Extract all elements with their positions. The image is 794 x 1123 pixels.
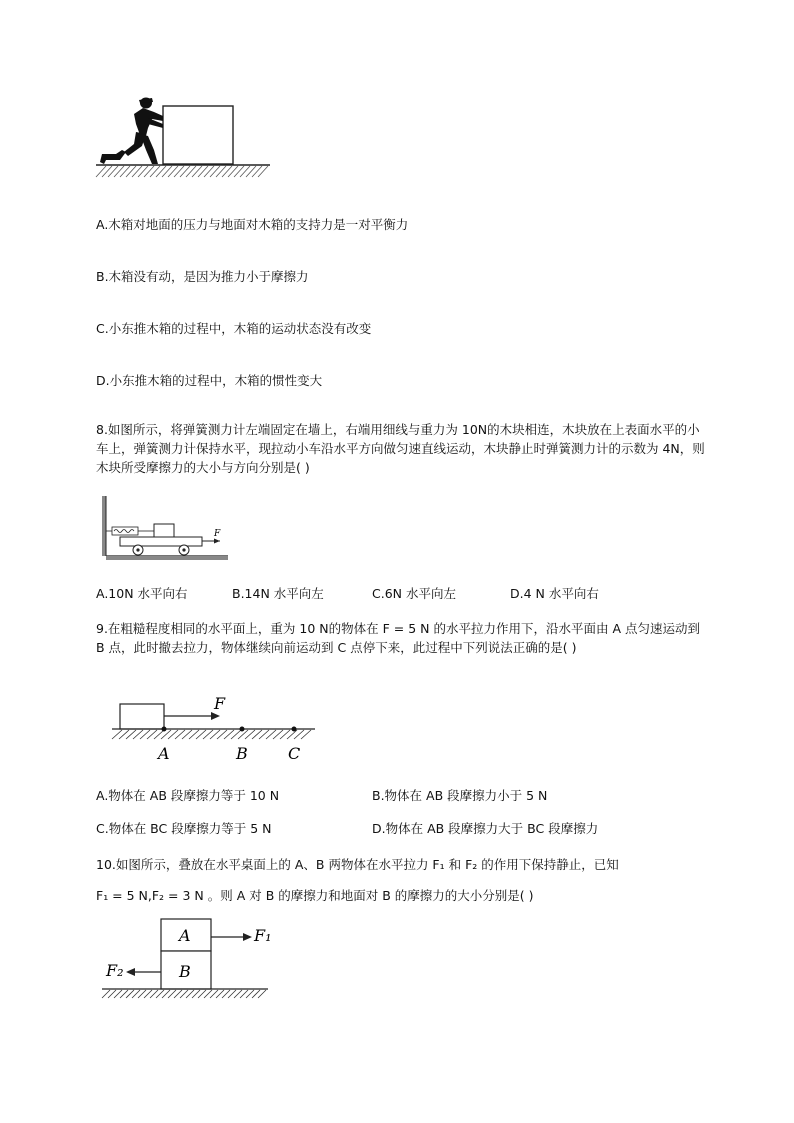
q7-option-a: A.木箱对地面的压力与地面对木箱的支持力是一对平衡力 bbox=[96, 217, 409, 232]
stacked-blocks-figure bbox=[100, 915, 272, 1001]
point-a-marker bbox=[162, 727, 167, 732]
q10-question-line2: F₁ = 5 N,F₂ = 3 N 。则 A 对 B 的摩擦力和地面对 B 的摩擦力的大小分别是( ) bbox=[96, 888, 534, 903]
wall bbox=[102, 496, 106, 556]
wooden-box bbox=[163, 106, 233, 164]
tabletop-hatch bbox=[102, 990, 266, 998]
cart-body bbox=[120, 537, 202, 546]
point-a-label: A bbox=[158, 744, 170, 763]
q8-option-a: A.10N 水平向右 bbox=[96, 586, 188, 601]
spring-scale bbox=[112, 527, 138, 535]
spring-scale-cart-figure bbox=[98, 494, 232, 564]
q8-option-c: C.6N 水平向左 bbox=[372, 586, 456, 601]
point-c-marker bbox=[292, 727, 297, 732]
wooden-block bbox=[154, 524, 174, 537]
force-label-f: F bbox=[214, 694, 226, 713]
q7-option-c: C.小东推木箱的过程中，木箱的运动状态没有改变 bbox=[96, 321, 372, 336]
person-pushing-silhouette bbox=[100, 98, 163, 165]
abc-surface-figure bbox=[110, 695, 320, 767]
q9-option-b: B.物体在 AB 段摩擦力小于 5 N bbox=[372, 788, 548, 803]
q10-question-line1: 10.如图所示，叠放在水平桌面上的 A、B 两物体在水平拉力 F₁ 和 F₂ 的作用下保持静止，已知 bbox=[96, 857, 619, 872]
force-label-f: F bbox=[214, 529, 221, 539]
q9-option-c: C.物体在 BC 段摩擦力等于 5 N bbox=[96, 821, 272, 836]
q8-option-d: D.4 N 水平向右 bbox=[510, 586, 599, 601]
force-f2-label: F₂ bbox=[106, 961, 124, 980]
q8-option-b: B.14N 水平向左 bbox=[232, 586, 324, 601]
q9-option-a: A.物体在 AB 段摩擦力等于 10 N bbox=[96, 788, 280, 803]
force-f1-label: F₁ bbox=[254, 926, 272, 945]
surface-hatch bbox=[112, 730, 311, 739]
point-b-label: B bbox=[236, 744, 248, 763]
block-a-label: A bbox=[179, 926, 191, 945]
q9-question: 9.在粗糙程度相同的水平面上，重为 10 N的物体在 F = 5 N 的水平拉力作用下，沿水平面由 A 点匀速运动到 B 点，此时撤去拉力，物体继续向前运动到 C 点停下来，此过程中下列说法正确的是( ) bbox=[96, 621, 700, 655]
q7-option-b: B.木箱没有动，是因为推力小于摩擦力 bbox=[96, 269, 309, 284]
ground-hatch bbox=[96, 166, 268, 177]
block-b-label: B bbox=[179, 962, 191, 981]
q8-question: 8.如图所示，将弹簧测力计左端固定在墙上，右端用细线与重力为 10N的木块相连，木块放在上表面水平的小车上，弹簧测力计保持水平，现拉动小车沿水平方向做匀速直线运动，木块静止时弹簧测力计的示数为 4N，则木块所受摩擦力的大小与方向分别是( ) bbox=[96, 422, 705, 475]
object-block bbox=[120, 704, 164, 729]
point-b-marker bbox=[240, 727, 245, 732]
q7-option-d: D.小东推木箱的过程中，木箱的惯性变大 bbox=[96, 373, 323, 388]
point-c-label: C bbox=[288, 744, 301, 763]
push-box-figure bbox=[96, 94, 272, 180]
q9-option-d: D.物体在 AB 段摩擦力大于 BC 段摩擦力 bbox=[372, 821, 599, 836]
